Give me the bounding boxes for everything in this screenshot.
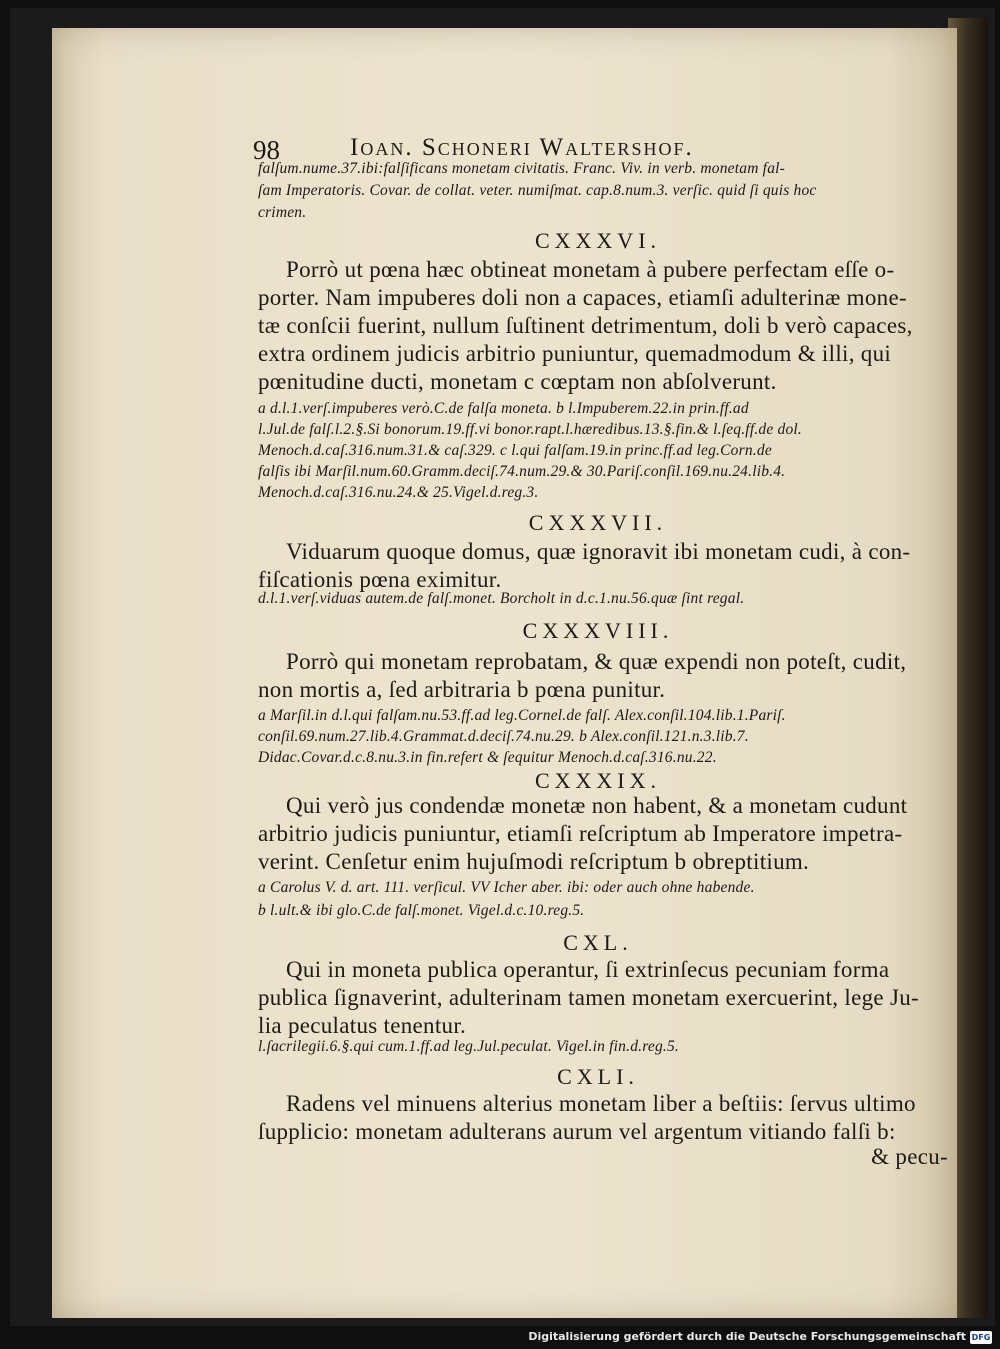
- text-line: lia peculatus tenentur.: [258, 1013, 467, 1038]
- section-heading: CXL.: [563, 930, 633, 955]
- footnote-line: falſis ibi Marſil.num.60.Gramm.deciſ.74.num.29.& 30.Pariſ.conſil.169.nu.24.lib.4.: [258, 463, 786, 480]
- dfg-credit: Digitalisierung gefördert durch die Deutsche Forschungsgemeinschaft: [528, 1330, 966, 1343]
- footnote-line: a Marſil.in d.l.qui falſam.nu.53.ff.ad leg.Cornel.de falſ. Alex.conſil.104.lib.1.Pariſ.: [258, 707, 786, 724]
- footnote-line: Didac.Covar.d.c.8.nu.3.in fin.refert & ſequitur Menoch.d.caſ.316.nu.22.: [258, 749, 717, 766]
- text-line: Porrò qui monetam reprobatam, & quæ expendi non poteſt, cudit,: [286, 649, 907, 674]
- footnote-line: Menoch.d.caſ.316.num.31.& caſ.329. c l.qui falſam.19.in princ.ff.ad leg.Corn.de: [258, 442, 772, 459]
- footnote-line: d.l.1.verſ.viduas autem.de falſ.monet. Borcholt in d.c.1.nu.56.quæ ſint regal.: [258, 590, 745, 607]
- section-heading: CXXXVIII.: [522, 618, 674, 643]
- footnote-line: ſam Imperatoris. Covar. de collat. veter. numiſmat. cap.8.num.3. verſic. quid ſi quis hoc: [258, 182, 817, 199]
- footnote-block: [258, 588, 938, 609]
- text-line: tæ conſcii fuerint, nullum ſuſtinent detrimentum, doli b verò capaces,: [258, 313, 913, 338]
- text-line: Viduarum quoque domus, quæ ignoravit ibi monetam cudi, à con-: [286, 539, 911, 564]
- running-head: Ioan. Schoneri Waltershof.: [350, 134, 694, 161]
- text-line: fiſcationis pœna eximitur.: [258, 567, 502, 592]
- text-line: publica ſignaverint, adulterinam tamen monetam exercuerint, lege Ju-: [258, 985, 919, 1010]
- footnote-block: [258, 1036, 938, 1057]
- dfg-logo: DFG: [971, 1333, 991, 1342]
- paragraph: [258, 1090, 938, 1146]
- catchword: & pecu-: [871, 1144, 948, 1169]
- text-line: Qui verò jus condendæ monetæ non habent, & a monetam cudunt: [286, 793, 908, 818]
- footnote-line: l.Jul.de falſ.l.2.§.Si bonorum.19.ff.vi bonor.rapt.l.hæredibus.13.§.fin.& l.ſeq.ff.de dol.: [258, 421, 802, 438]
- section-heading: CXLI.: [557, 1064, 639, 1089]
- text-line: ſupplicio: monetam adulterans aurum vel argentum vitiando falſi b:: [258, 1119, 896, 1144]
- section-heading: CXXXIX.: [534, 768, 662, 793]
- paragraph: [258, 648, 938, 704]
- footnote-block: [258, 398, 938, 503]
- text-line: Porrò ut pœna hæc obtineat monetam à pubere perfectam eſſe o-: [286, 257, 895, 282]
- footnote-line: b l.ult.& ibi glo.C.de falſ.monet. Vigel.d.c.10.reg.5.: [258, 902, 585, 919]
- footnote-block: [258, 705, 938, 768]
- text-line: non mortis a, ſed arbitraria b pœna punitur.: [258, 677, 666, 702]
- footnote-line: Menoch.d.caſ.316.nu.24.& 25.Vigel.d.reg.3.: [258, 484, 539, 501]
- footnote-line: crimen.: [258, 204, 307, 221]
- text-line: Radens vel minuens alterius monetam liber a beſtiis: ſervus ultimo: [286, 1091, 916, 1116]
- paragraph: [258, 256, 938, 396]
- footnote-line: a d.l.1.verſ.impuberes verò.C.de falſa moneta. b l.Impuberem.22.in prin.ff.ad: [258, 400, 749, 417]
- section-heading: CXXXVI.: [534, 228, 662, 253]
- paragraph: [258, 538, 938, 594]
- text-line: Qui in moneta publica operantur, ſi extrinſecus pecuniam forma: [286, 957, 890, 982]
- text-line: porter. Nam impuberes doli non a capaces, etiamſi adulterinæ mone-: [258, 285, 907, 310]
- footnote-line: conſil.69.num.27.lib.4.Grammat.d.deciſ.74.nu.29. b Alex.conſil.121.n.3.lib.7.: [258, 728, 749, 745]
- footnote-line: a Carolus V. d. art. 111. verſicul. VV Icher aber. ibi: oder auch ohne habende.: [258, 879, 755, 896]
- text-line: verint. Cenſetur enim hujuſmodi reſcriptum b obreptitium.: [258, 849, 810, 874]
- text-line: pœnitudine ducti, monetam c cœptam non abſolverunt.: [258, 369, 777, 394]
- section-heading: CXXXVII.: [528, 510, 668, 535]
- footnote-block: [258, 158, 938, 224]
- footnote-block: [258, 876, 938, 922]
- footnote-line: l.ſacrilegii.6.§.qui cum.1.ff.ad leg.Jul.peculat. Vigel.in fin.d.reg.5.: [258, 1038, 680, 1055]
- paragraph: [258, 792, 938, 876]
- page-number: 98: [253, 135, 280, 165]
- text-line: arbitrio judicis puniuntur, etiamſi reſcriptum ab Imperatore impetra-: [258, 821, 903, 846]
- text-line: extra ordinem judicis arbitrio puniuntur, quemadmodum & illi, qui: [258, 341, 892, 366]
- footnote-line: falſum.nume.37.ibi:falſificans monetam civitatis. Franc. Viv. in verb. monetam fal-: [258, 160, 786, 177]
- paragraph: [258, 956, 938, 1040]
